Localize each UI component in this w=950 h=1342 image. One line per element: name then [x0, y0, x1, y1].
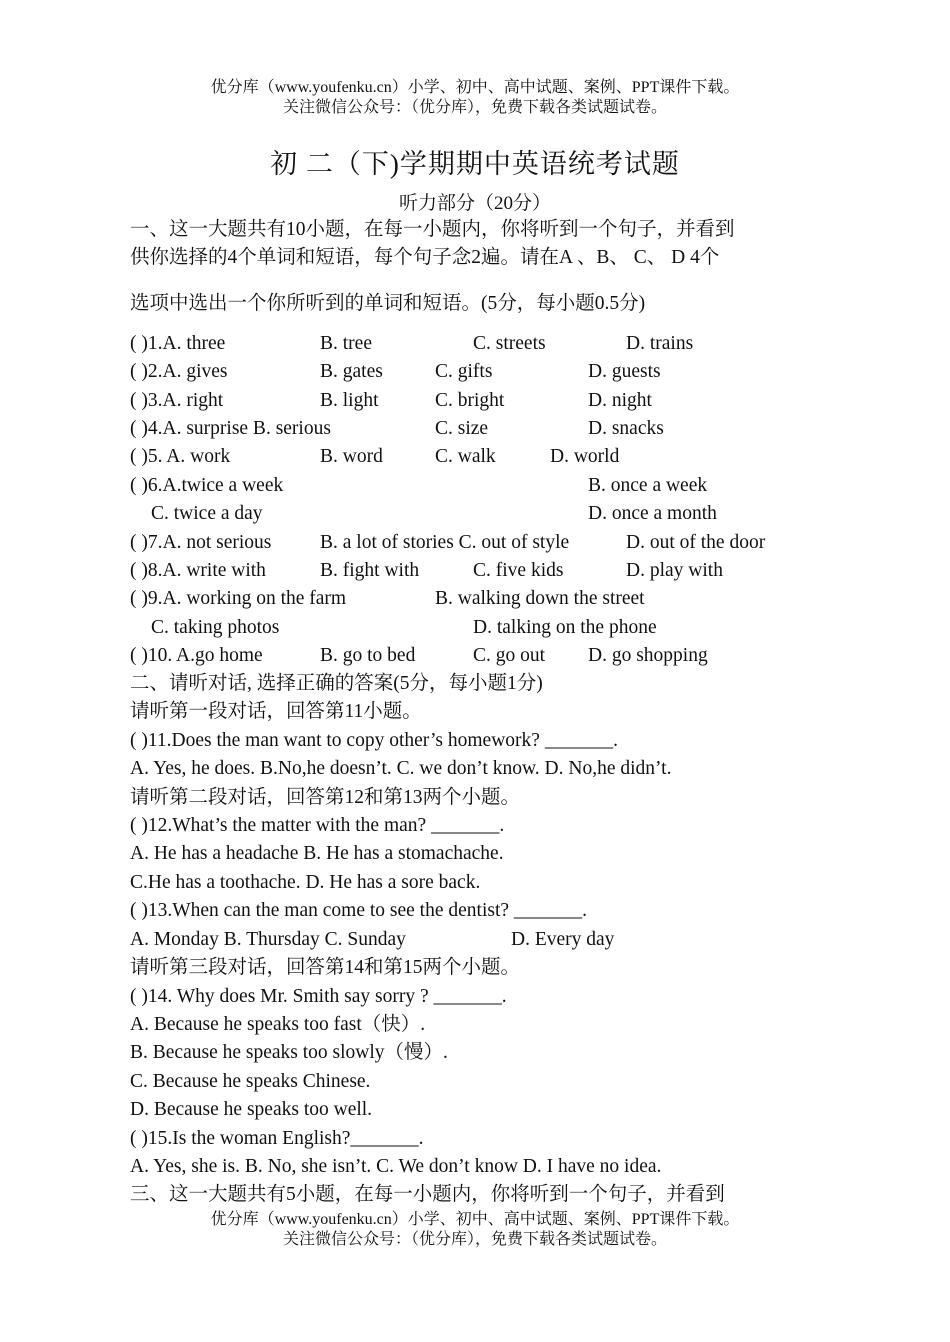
page-title: 初 二（下)学期期中英语统考试题: [270, 149, 680, 179]
q1-option-c: C. streets: [473, 333, 546, 354]
section1-instruction-3: 选项中选出一个你所听到的单词和短语。(5分，每小题0.5分): [130, 293, 646, 314]
q5-stem: ( )5. A. work: [130, 446, 231, 467]
q3-option-d: D. night: [588, 390, 652, 411]
q5-option-b: B. word: [320, 446, 383, 467]
q12-stem: ( )12.What’s the matter with the man? _______.: [130, 815, 505, 836]
q6-option-c: C. twice a day: [151, 503, 263, 524]
q9-option-b: B. walking down the street: [435, 588, 645, 609]
footer-line-1: 优分库（www.youfenku.cn）小学、初中、高中试题、案例、PPT课件下载。: [210, 1211, 740, 1228]
q2-option-d: D. guests: [588, 361, 661, 382]
q13-stem: ( )13.When can the man come to see the dentist? _______.: [130, 900, 588, 921]
dialogue1-instruction: 请听第一段对话，回答第11小题。: [130, 701, 422, 722]
q9-option-d: D. talking on the phone: [473, 617, 657, 638]
q15-stem: ( )15.Is the woman English?_______.: [130, 1128, 424, 1149]
q7-option-d: D. out of the door: [626, 532, 766, 553]
q4-option-d: D. snacks: [588, 418, 664, 439]
q7-stem: ( )7.A. not serious: [130, 532, 272, 553]
q1-stem: ( )1.A. three: [130, 333, 226, 354]
q3-option-b: B. light: [320, 390, 379, 411]
q8-option-b: B. fight with: [320, 560, 420, 581]
q10-stem: ( )10. A.go home: [130, 645, 263, 666]
q9-option-c: C. taking photos: [151, 617, 280, 638]
q7-option-bc: B. a lot of stories C. out of style: [320, 532, 570, 553]
q14-stem: ( )14. Why does Mr. Smith say sorry ? _______.: [130, 986, 507, 1007]
section1-instruction-2: 供你选择的4个单词和短语，每个句子念2遍。请在A 、B、 C、 D 4个: [130, 247, 720, 268]
q2-option-c: C. gifts: [435, 361, 493, 382]
q10-option-d: D. go shopping: [588, 645, 708, 666]
q11-options: A. Yes, he does. B.No,he doesn’t. C. we don’t know. D. No,he didn’t.: [130, 758, 672, 779]
dialogue3-instruction: 请听第三段对话，回答第14和第15两个小题。: [130, 957, 521, 978]
section3-instruction: 三、这一大题共有5小题，在每一小题内，你将听到一个句子，并看到: [130, 1184, 725, 1205]
q14-option-c: C. Because he speaks Chinese.: [130, 1071, 371, 1092]
q5-option-c: C. walk: [435, 446, 496, 467]
q10-option-c: C. go out: [473, 645, 546, 666]
dialogue2-instruction: 请听第二段对话，回答第12和第13两个小题。: [130, 787, 521, 808]
section2-instruction: 二、请听对话, 选择正确的答案(5分，每小题1分): [130, 673, 543, 694]
q5-option-d: D. world: [550, 446, 620, 467]
header-line-2: 关注微信公众号：（优分库），免费下载各类试题试卷。: [282, 99, 667, 116]
q11-stem: ( )11.Does the man want to copy other’s homework? _______.: [130, 730, 618, 751]
footer-line-2: 关注微信公众号：（优分库），免费下载各类试题试卷。: [282, 1231, 667, 1248]
q13-options-abc: A. Monday B. Thursday C. Sunday: [130, 929, 406, 950]
q8-option-c: C. five kids: [473, 560, 564, 581]
q1-option-b: B. tree: [320, 333, 372, 354]
q13-option-d: D. Every day: [511, 929, 615, 950]
q12-options-cd: C.He has a toothache. D. He has a sore back.: [130, 872, 481, 893]
q2-stem: ( )2.A. gives: [130, 361, 228, 382]
q10-option-b: B. go to bed: [320, 645, 416, 666]
q2-option-b: B. gates: [320, 361, 383, 382]
q6-option-b: B. once a week: [588, 475, 708, 496]
q6-option-d: D. once a month: [588, 503, 717, 524]
q6-stem: ( )6.A.twice a week: [130, 475, 284, 496]
q8-option-d: D. play with: [626, 560, 723, 581]
q8-stem: ( )8.A. write with: [130, 560, 266, 581]
q9-stem: ( )9.A. working on the farm: [130, 588, 347, 609]
q3-option-c: C. bright: [435, 390, 505, 411]
q15-options: A. Yes, she is. B. No, she isn’t. C. We don’t know D. I have no idea.: [130, 1156, 662, 1177]
q4-stem: ( )4.A. surprise B. serious: [130, 418, 331, 439]
q14-option-d: D. Because he speaks too well.: [130, 1099, 373, 1120]
q3-stem: ( )3.A. right: [130, 390, 224, 411]
q4-option-c: C. size: [435, 418, 489, 439]
q12-options-ab: A. He has a headache B. He has a stomachache.: [130, 843, 504, 864]
section1-instruction-1: 一、这一大题共有10小题，在每一小题内，你将听到一个句子，并看到: [130, 219, 735, 240]
q1-option-d: D. trains: [626, 333, 694, 354]
header-line-1: 优分库（www.youfenku.cn）小学、初中、高中试题、案例、PPT课件下载。: [210, 79, 740, 96]
subtitle: 听力部分（20分）: [398, 193, 551, 214]
q14-option-a: A. Because he speaks too fast（快）.: [130, 1014, 426, 1035]
q14-option-b: B. Because he speaks too slowly（慢）.: [130, 1042, 448, 1063]
